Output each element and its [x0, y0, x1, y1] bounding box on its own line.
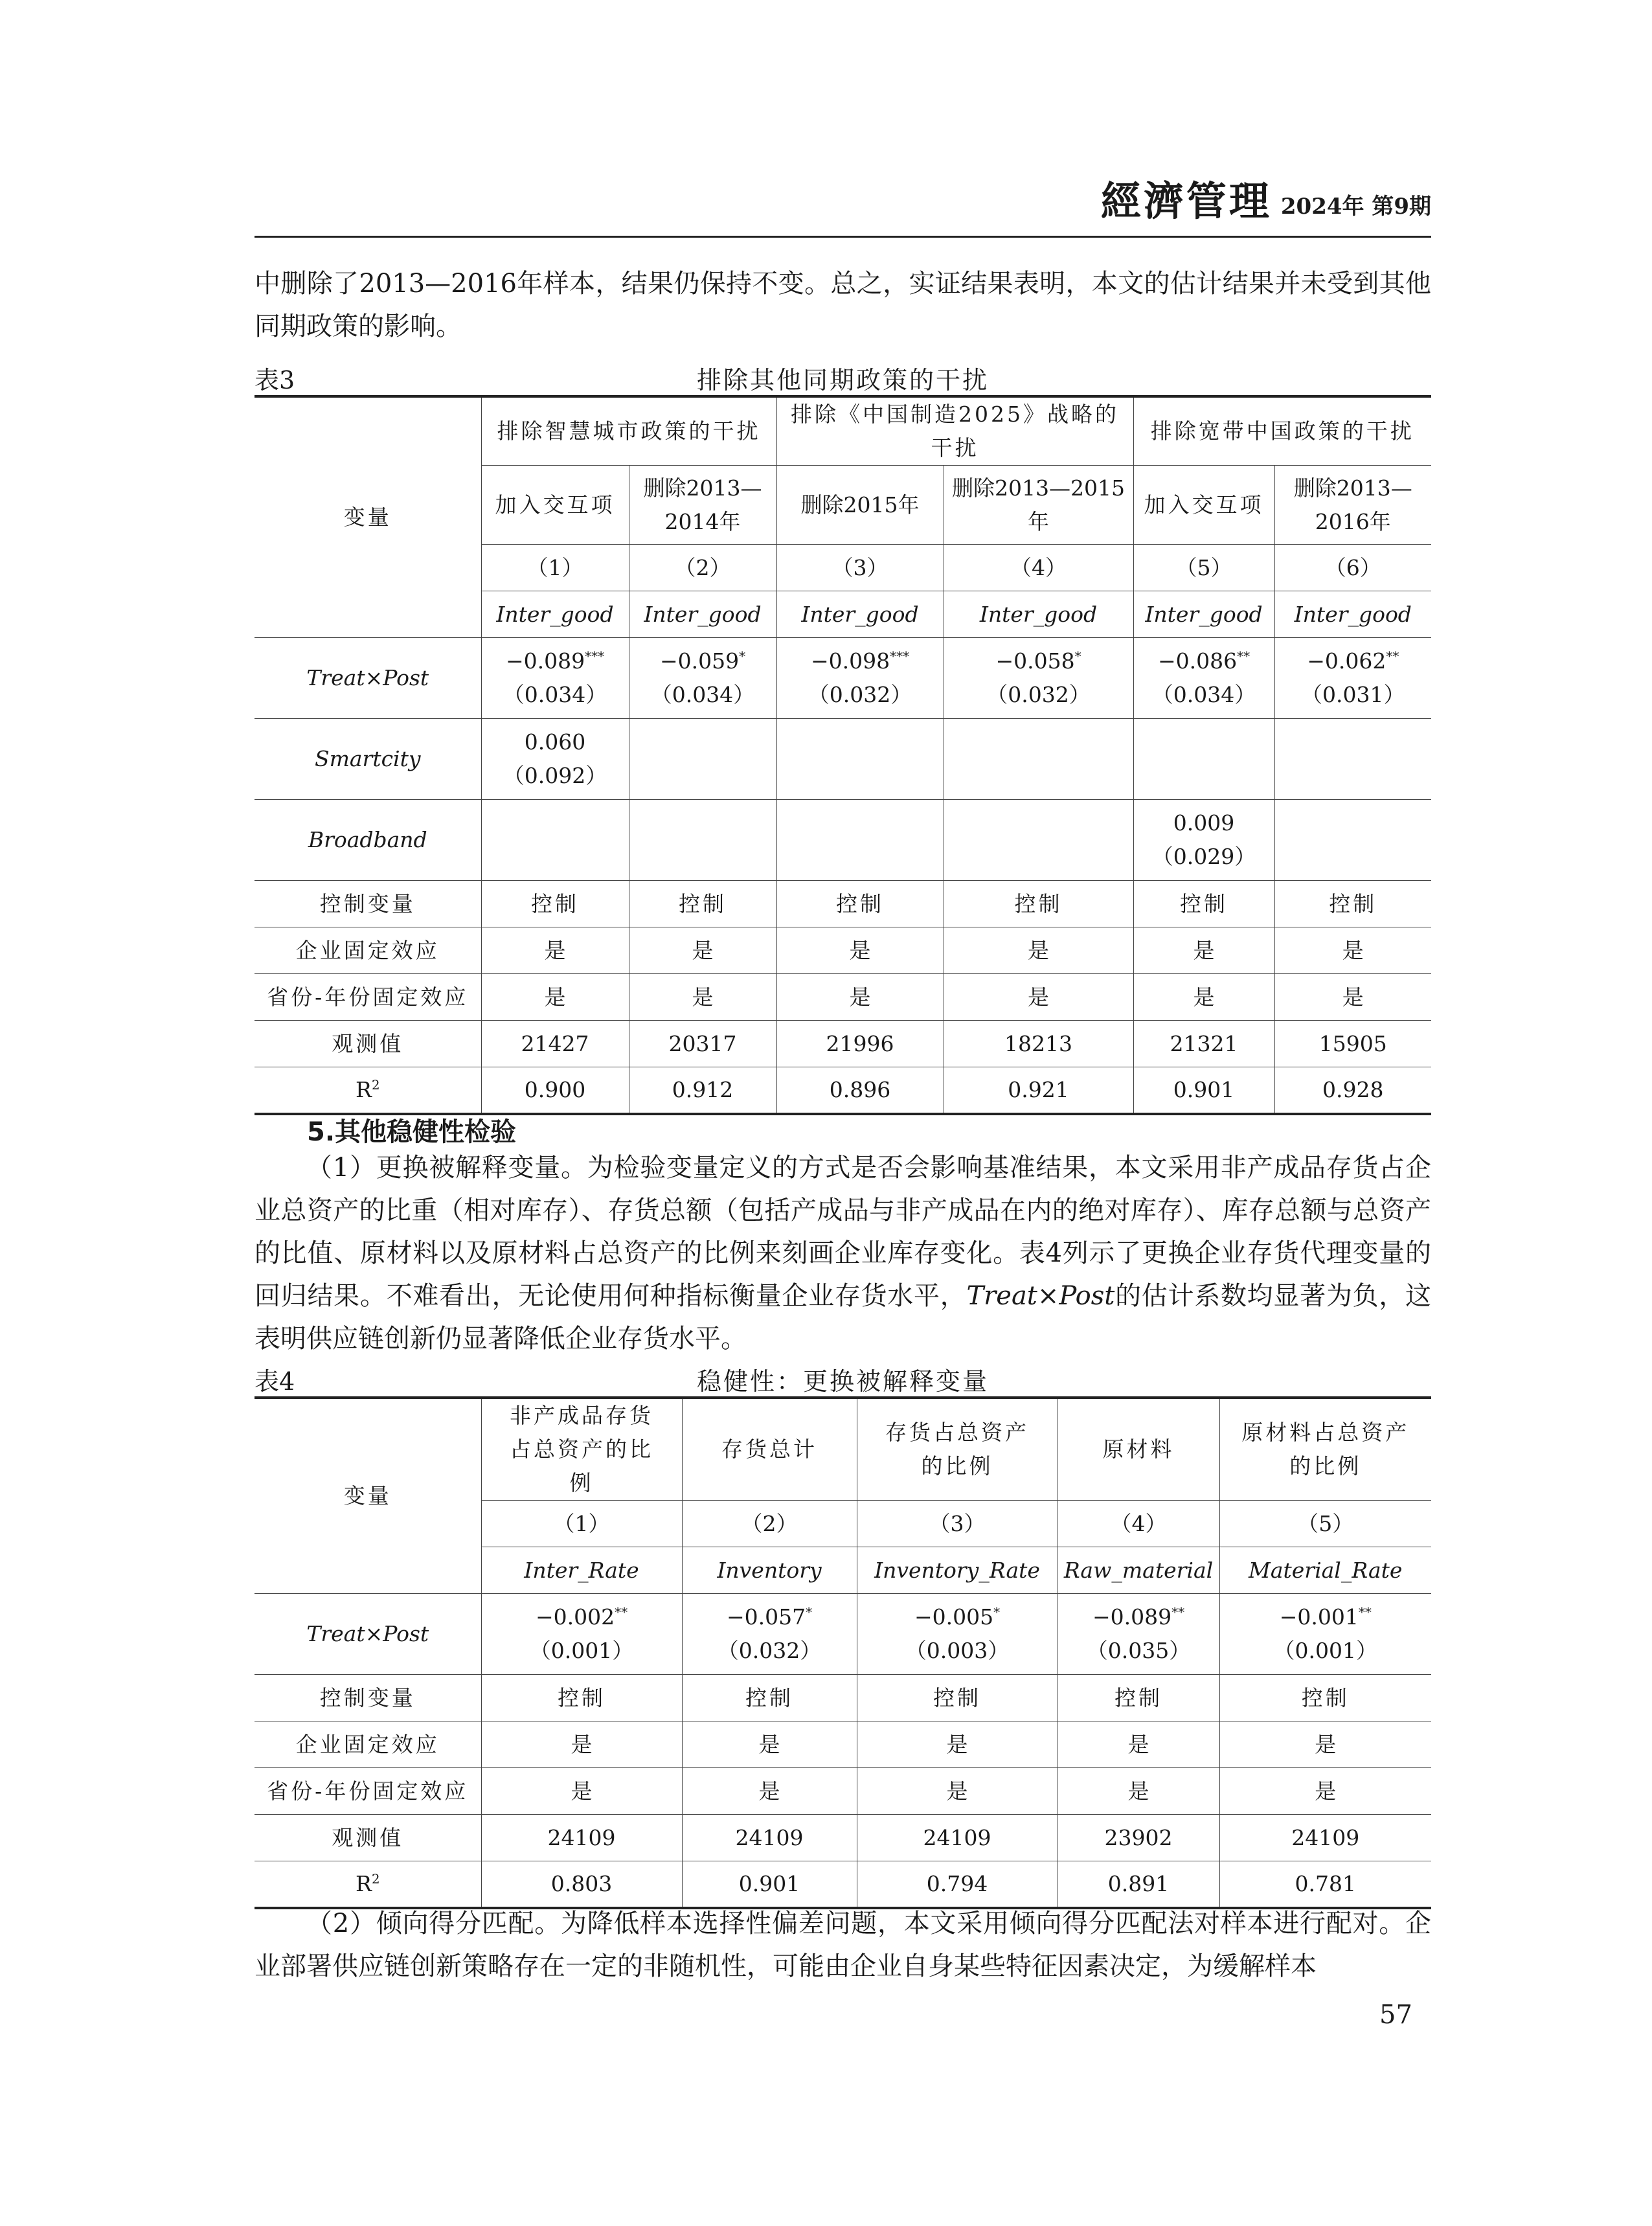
- col-number: （1）: [481, 545, 629, 591]
- dep-var: Inter_good: [481, 591, 629, 638]
- group-header: 排除《中国制造2025》战略的干扰: [776, 396, 1133, 466]
- table4-caption: [255, 1356, 1431, 1395]
- col-number: （6）: [1274, 545, 1431, 591]
- row-label: 企业固定效应: [255, 1721, 481, 1768]
- std-error: （0.001）: [1273, 1638, 1377, 1663]
- coef: −0.062: [1307, 648, 1386, 674]
- empty-cell: [1274, 800, 1431, 881]
- cell: 是: [857, 1721, 1058, 1768]
- stars: **: [1358, 1604, 1372, 1620]
- coef-cell: [481, 719, 629, 800]
- cell: 控制: [1219, 1675, 1431, 1721]
- cell: 是: [629, 927, 776, 974]
- col-subheader: 加入交互项: [481, 466, 629, 545]
- cell: 0.928: [1274, 1067, 1431, 1114]
- cell: 是: [1219, 1768, 1431, 1815]
- cell: 控制: [1274, 881, 1431, 927]
- intro-paragraph: 中删除了2013—2016年样本，结果仍保持不变。总之，实证结果表明，本文的估计结果并未受到其他同期政策的影响。: [255, 269, 1431, 341]
- dep-var: Inter_good: [776, 591, 944, 638]
- issue-label: 2024年 第9期: [1280, 194, 1431, 220]
- col-header: 存货占总资产的比例: [857, 1398, 1058, 1501]
- cell: 控制: [481, 1675, 682, 1721]
- journal-brand: [1100, 177, 1431, 225]
- row-label: 企业固定效应: [255, 927, 481, 974]
- cell: 是: [481, 1721, 682, 1768]
- col-number: （2）: [629, 545, 776, 591]
- stars: *: [806, 1604, 813, 1620]
- cell: 0.803: [481, 1861, 682, 1908]
- coef: −0.001: [1279, 1604, 1359, 1630]
- cell: 0.901: [682, 1861, 857, 1908]
- cell: 24109: [481, 1815, 682, 1861]
- cell: 是: [776, 927, 944, 974]
- cell: 控制: [944, 881, 1133, 927]
- var-header: 变量: [255, 396, 481, 638]
- dep-var: Inter_good: [629, 591, 776, 638]
- r2-sup: 2: [371, 1870, 380, 1887]
- coef-cell: [1058, 1594, 1219, 1675]
- cell: 是: [682, 1768, 857, 1815]
- stars: *: [739, 648, 746, 664]
- cell: 控制: [1133, 881, 1274, 927]
- cell: 是: [481, 927, 629, 974]
- coef-cell: [1274, 638, 1431, 719]
- empty-cell: [1274, 719, 1431, 800]
- coef-cell: [1219, 1594, 1431, 1675]
- cell: 21996: [776, 1021, 944, 1067]
- dep-var: Inventory: [682, 1547, 857, 1594]
- coef: −0.089: [505, 648, 585, 674]
- dep-var: Raw_material: [1058, 1547, 1219, 1594]
- row-treat-post: [255, 1594, 1431, 1675]
- table4-number: 表4: [255, 1367, 295, 1396]
- dep-var: Inter_Rate: [481, 1547, 682, 1594]
- row-label: 控制变量: [255, 1675, 481, 1721]
- cell: 是: [1133, 974, 1274, 1021]
- table3: [255, 395, 1431, 1115]
- coef: 0.009: [1173, 810, 1235, 835]
- row-label: 控制变量: [255, 881, 481, 927]
- col-subheader: 删除2013—2016年: [1274, 466, 1431, 545]
- cell: 0.900: [481, 1067, 629, 1114]
- cell: 是: [857, 1768, 1058, 1815]
- coef-cell: [682, 1594, 857, 1675]
- dep-var: Inter_good: [1133, 591, 1274, 638]
- empty-cell: [481, 800, 629, 881]
- row-controls: [255, 1675, 1431, 1721]
- empty-cell: [776, 719, 944, 800]
- cell: 20317: [629, 1021, 776, 1067]
- coef: −0.098: [810, 648, 890, 674]
- coef-cell: [857, 1594, 1058, 1675]
- stars: ***: [890, 648, 910, 664]
- coef: −0.089: [1092, 1604, 1172, 1630]
- cell: 是: [1133, 927, 1274, 974]
- stars: *: [993, 1604, 1001, 1620]
- col-subheader: 加入交互项: [1133, 466, 1274, 545]
- cell: 24109: [857, 1815, 1058, 1861]
- col-number: （3）: [776, 545, 944, 591]
- row-label: [255, 1067, 481, 1114]
- cell: 控制: [682, 1675, 857, 1721]
- cell: 是: [944, 927, 1133, 974]
- std-error: （0.031）: [1301, 682, 1405, 707]
- table4-title: 稳健性：更换被解释变量: [696, 1367, 989, 1396]
- coef-cell: [776, 638, 944, 719]
- empty-cell: [1133, 719, 1274, 800]
- empty-cell: [776, 800, 944, 881]
- row-label: Smartcity: [255, 719, 481, 800]
- row-r-squared: [255, 1861, 1431, 1908]
- table4: [255, 1396, 1431, 1909]
- coef-cell: [1133, 638, 1274, 719]
- coef: −0.058: [995, 648, 1075, 674]
- dep-var: Inter_good: [944, 591, 1133, 638]
- cell: 控制: [629, 881, 776, 927]
- section5-paragraph: [255, 1146, 1431, 1360]
- para-variable: Treat×Post: [966, 1281, 1115, 1311]
- dep-var: Inter_good: [1274, 591, 1431, 638]
- cell: 是: [1058, 1721, 1219, 1768]
- row-label: Treat×Post: [255, 1594, 481, 1675]
- std-error: （0.029）: [1151, 844, 1256, 869]
- row-r-squared: [255, 1067, 1431, 1114]
- cell: 0.912: [629, 1067, 776, 1114]
- table3-title: 排除其他同期政策的干扰: [696, 366, 989, 394]
- row-smartcity: [255, 719, 1431, 800]
- coef-cell: [1133, 800, 1274, 881]
- col-number: （2）: [682, 1501, 857, 1547]
- cell: 0.901: [1133, 1067, 1274, 1114]
- cell: 是: [1219, 1721, 1431, 1768]
- std-error: （0.001）: [529, 1638, 634, 1663]
- var-header: 变量: [255, 1398, 481, 1594]
- journal-header: [255, 174, 1431, 238]
- cell: 是: [1058, 1768, 1219, 1815]
- cell: 是: [682, 1721, 857, 1768]
- col-header: 非产成品存货占总资产的比例: [481, 1398, 682, 1501]
- col-number: （4）: [1058, 1501, 1219, 1547]
- cell: 控制: [776, 881, 944, 927]
- coef: −0.002: [535, 1604, 615, 1630]
- empty-cell: [944, 800, 1133, 881]
- row-prov-year-fe: [255, 1768, 1431, 1815]
- stars: **: [1171, 1604, 1185, 1620]
- std-error: （0.003）: [905, 1638, 1010, 1663]
- cell: 控制: [1058, 1675, 1219, 1721]
- col-subheader: 删除2015年: [776, 466, 944, 545]
- coef-cell: [944, 638, 1133, 719]
- cell: 0.891: [1058, 1861, 1219, 1908]
- cell: 是: [481, 1768, 682, 1815]
- cell: 0.781: [1219, 1861, 1431, 1908]
- col-header: 存货总计: [682, 1398, 857, 1501]
- std-error: （0.092）: [503, 763, 607, 788]
- cell: 0.794: [857, 1861, 1058, 1908]
- page-number: 57: [1379, 2000, 1412, 2030]
- cell: 控制: [481, 881, 629, 927]
- row-label: 观测值: [255, 1021, 481, 1067]
- row-label: Broadband: [255, 800, 481, 881]
- coef: −0.057: [726, 1604, 806, 1630]
- row-broadband: [255, 800, 1431, 881]
- cell: 0.896: [776, 1067, 944, 1114]
- col-header: 原材料: [1058, 1398, 1219, 1501]
- cell: 是: [1274, 927, 1431, 974]
- row-label: 观测值: [255, 1815, 481, 1861]
- group-header: 排除智慧城市政策的干扰: [481, 396, 776, 466]
- std-error: （0.035）: [1086, 1638, 1191, 1663]
- row-label: 省份-年份固定效应: [255, 1768, 481, 1815]
- cell: 是: [944, 974, 1133, 1021]
- std-error: （0.032）: [808, 682, 912, 707]
- coef: −0.005: [914, 1604, 994, 1630]
- col-number: （5）: [1133, 545, 1274, 591]
- coef: −0.086: [1157, 648, 1238, 674]
- cell: 控制: [857, 1675, 1058, 1721]
- cell: 是: [776, 974, 944, 1021]
- stars: **: [1386, 648, 1399, 664]
- std-error: （0.034）: [650, 682, 755, 707]
- empty-cell: [629, 800, 776, 881]
- group-header: 排除宽带中国政策的干扰: [1133, 396, 1431, 466]
- coef-cell: [481, 638, 629, 719]
- row-prov-year-fe: [255, 974, 1431, 1021]
- col-number: （5）: [1219, 1501, 1431, 1547]
- cell: 是: [1274, 974, 1431, 1021]
- stars: ***: [585, 648, 605, 664]
- row-firm-fe: [255, 927, 1431, 974]
- col-number: （4）: [944, 545, 1133, 591]
- row-firm-fe: [255, 1721, 1431, 1768]
- cell: 是: [629, 974, 776, 1021]
- section-heading: 5.其他稳健性检验: [307, 1117, 517, 1147]
- col-subheader: 删除2013—2014年: [629, 466, 776, 545]
- cell: 15905: [1274, 1021, 1431, 1067]
- row-label: [255, 1861, 481, 1908]
- row-observations: [255, 1815, 1431, 1861]
- cell: 21321: [1133, 1021, 1274, 1067]
- col-number: （3）: [857, 1501, 1058, 1547]
- empty-cell: [629, 719, 776, 800]
- r2-label: R: [355, 1870, 372, 1896]
- cell: 21427: [481, 1021, 629, 1067]
- psm-paragraph: （2）倾向得分匹配。为降低样本选择性偏差问题，本文采用倾向得分匹配法对样本进行配对。企业部署供应链创新策略存在一定的非随机性，可能由企业自身某些特征因素决定，为缓解样本: [255, 1909, 1431, 1981]
- col-subheader: 删除2013—2015年: [944, 466, 1133, 545]
- cell: 24109: [682, 1815, 857, 1861]
- para-text: 的估计系数均显著为负，这表明供应链创新仍显著降低企业存货水平。: [255, 1281, 1432, 1354]
- cell: 23902: [1058, 1815, 1219, 1861]
- stars: *: [1074, 648, 1081, 664]
- cell: 是: [481, 974, 629, 1021]
- cell: 18213: [944, 1021, 1133, 1067]
- std-error: （0.032）: [986, 682, 1091, 707]
- std-error: （0.032）: [717, 1638, 822, 1663]
- r2-label: R: [355, 1076, 372, 1102]
- table3-caption: [255, 355, 1431, 394]
- row-treat-post: [255, 638, 1431, 719]
- dep-var: Inventory_Rate: [857, 1547, 1058, 1594]
- col-number: （1）: [481, 1501, 682, 1547]
- row-observations: [255, 1021, 1431, 1067]
- col-header: 原材料占总资产的比例: [1219, 1398, 1431, 1501]
- coef: −0.059: [659, 648, 740, 674]
- std-error: （0.034）: [1151, 682, 1256, 707]
- stars: **: [1237, 648, 1250, 664]
- row-label: 省份-年份固定效应: [255, 974, 481, 1021]
- coef: 0.060: [524, 729, 586, 755]
- stars: **: [615, 1604, 628, 1620]
- table3-number: 表3: [255, 366, 295, 394]
- empty-cell: [944, 719, 1133, 800]
- para-text: （1）更换被解释变量。为检验变量定义的方式是否会影响基准结果，本文采用非产成品存货占企业总资产的比重（相对库存）、存货总额（包括产成品与非产成品在内的绝对库存）、库存总额与总资产的比值、原材料以及原材料占总资产的比例来刻画企业库存变化。表4列示了更换企业存货代理变量的回归结果。不难看出，无论使用何种指标衡量企业存货水平，: [255, 1153, 1431, 1311]
- journal-logo: 經濟管理: [1100, 177, 1272, 225]
- coef-cell: [481, 1594, 682, 1675]
- dep-var: Material_Rate: [1219, 1547, 1431, 1594]
- row-label: Treat×Post: [255, 638, 481, 719]
- r2-sup: 2: [371, 1076, 380, 1093]
- cell: 0.921: [944, 1067, 1133, 1114]
- row-controls: [255, 881, 1431, 927]
- cell: 24109: [1219, 1815, 1431, 1861]
- coef-cell: [629, 638, 776, 719]
- std-error: （0.034）: [503, 682, 607, 707]
